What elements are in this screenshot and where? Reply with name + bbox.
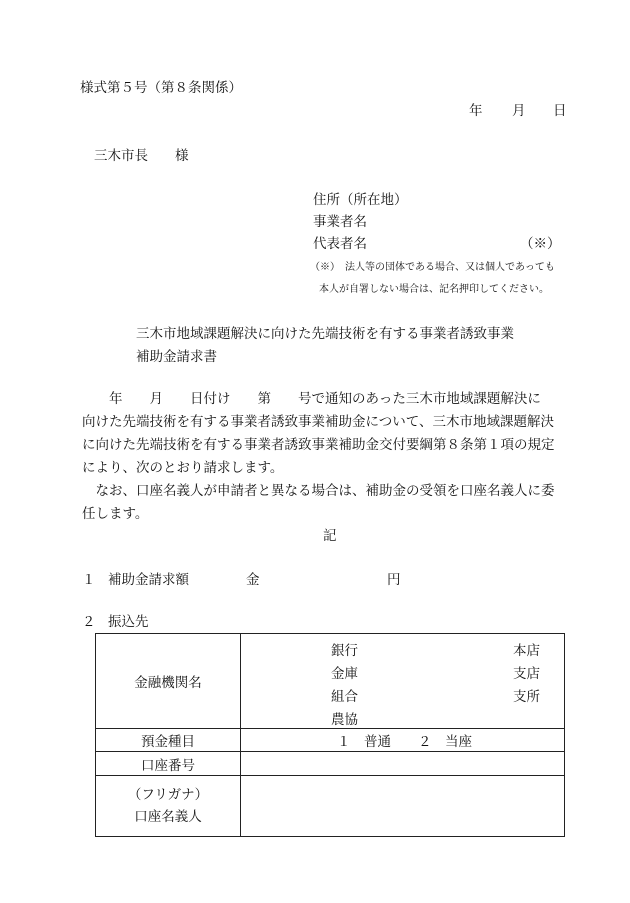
body-line: 任します。 — [82, 506, 149, 522]
deposit-type-value[interactable]: １ 普通 ２ 当座 — [241, 729, 565, 752]
seal-note-line2: 本人が自署しない場合は、記名押印してください。 — [319, 284, 549, 295]
item1-yen: 円 — [387, 572, 401, 588]
document-title-line2: 補助金請求書 — [136, 349, 217, 365]
date-month: 月 — [512, 103, 526, 119]
account-holder-row — [96, 776, 565, 837]
body-paragraph — [82, 388, 568, 526]
applicant-representative: 代表者名 — [313, 236, 367, 252]
institution-type: 金庫 — [331, 666, 358, 682]
branch-type: 支店 — [513, 666, 540, 682]
holder-label: 口座名義人 — [134, 809, 202, 825]
seal-note-line1: （※） 法人等の団体である場合、又は個人であっても — [310, 262, 555, 273]
form-number: 様式第５号（第８条関係） — [80, 80, 242, 96]
date-year: 年 — [469, 103, 483, 119]
institution-types — [331, 640, 358, 732]
institution-row — [96, 634, 565, 729]
institution-value-cell[interactable] — [241, 634, 565, 729]
addressee: 三木市長 様 — [94, 148, 189, 164]
applicant-address: 住所（所在地） — [313, 192, 408, 208]
body-line: 向けた先端技術を有する事業者誘致事業補助金について、三木市地域課題解決 — [82, 414, 554, 430]
item2-number: ２ — [82, 614, 96, 630]
institution-type: 組合 — [331, 689, 358, 705]
account-number-label: 口座番号 — [96, 752, 241, 776]
account-number-row — [96, 752, 565, 776]
item1-label: 補助金請求額 — [108, 572, 189, 588]
body-line: により、次のとおり請求します。 — [82, 460, 284, 476]
account-holder-label-cell — [96, 776, 241, 837]
institution-label: 金融機関名 — [96, 634, 241, 729]
seal-mark: （※） — [520, 236, 561, 252]
body-line: に向けた先端技術を有する事業者誘致事業補助金交付要綱第８条第１項の規定 — [82, 437, 555, 453]
item1-number: １ — [82, 572, 96, 588]
branch-types — [513, 640, 540, 709]
applicant-business-name: 事業者名 — [313, 214, 367, 230]
account-holder-field[interactable] — [241, 776, 565, 837]
item2-label: 振込先 — [108, 614, 149, 630]
body-line: なお、口座名義人が申請者と異なる場合は、補助金の受領を口座名義人に委 — [82, 483, 555, 499]
branch-type: 支所 — [513, 689, 540, 705]
deposit-type-label: 預金種目 — [96, 729, 241, 752]
account-number-field[interactable] — [241, 752, 565, 776]
branch-type: 本店 — [513, 643, 540, 659]
holder-kana-label: （フリガナ） — [127, 787, 209, 803]
ki-heading: 記 — [323, 528, 337, 544]
institution-type: 農協 — [331, 712, 358, 728]
bank-transfer-table — [95, 633, 565, 837]
deposit-type-row — [96, 729, 565, 752]
date-day: 日 — [553, 103, 567, 119]
institution-type: 銀行 — [331, 643, 358, 659]
item1-kin: 金 — [246, 572, 260, 588]
document-title-line1: 三木市地域課題解決に向けた先端技術を有する事業者誘致事業 — [136, 326, 514, 342]
body-line: 年 月 日付け 第 号で通知のあった三木市地域課題解決に — [82, 391, 541, 407]
